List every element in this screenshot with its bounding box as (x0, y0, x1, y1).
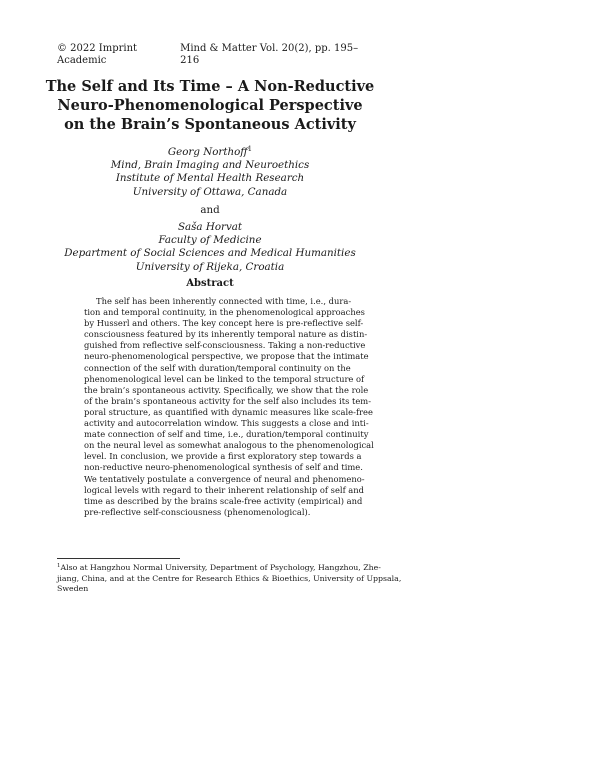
abstract-line: tion and temporal continuity, in the phenomenological approaches (84, 307, 365, 318)
abstract-line: The self has been inherently connected with time, i.e., dura- (96, 296, 352, 306)
affiliation-line: Institute of Mental Health Research (115, 172, 305, 185)
affiliation-line: Department of Social Sciences and Medical Humanities (64, 247, 356, 260)
copyright-notice: © 2022 Imprint Academic (57, 43, 138, 66)
affiliation-line: University of Rijeka, Croatia (135, 260, 285, 273)
author-name: Georg Northoff$^1$ (167, 145, 253, 158)
footnote-marker: 1 (247, 145, 253, 153)
abstract-line: time as described by the brains scale-free activity (empirical) and (84, 495, 363, 506)
footnote-line: Sweden (57, 584, 89, 594)
abstract-line: phenomenological level can be linked to the temporal structure of (84, 373, 365, 384)
author-name: Saša Horvat (177, 221, 243, 234)
footnote-divider (57, 558, 180, 559)
journal-citation: Mind & Matter Vol. 20(2), pp. 195–216 (180, 43, 359, 66)
abstract-line: non-reductive neuro-phenomenological synthesis of self and time. (84, 462, 363, 473)
abstract-line: the brain’s spontaneous activity. Specifically, we show that the role (84, 384, 369, 395)
abstract-line: guished from reflective self-consciousness. Taking a non-reductive (84, 340, 366, 351)
affiliation-line: University of Ottawa, Canada (132, 185, 288, 198)
abstract-line: level. In conclusion, we provide a first exploratory step towards a (84, 451, 362, 462)
author-block (40, 146, 380, 274)
abstract-line: neuro-phenomenological perspective, we propose that the intimate (84, 351, 369, 362)
title-line: Neuro-Phenomenological Perspective (57, 97, 363, 114)
abstract-line: pre-reflective self-consciousness (phenomenological). (84, 506, 311, 517)
abstract-line: poral structure, as quantified with dynamic measures like scale-free (84, 406, 373, 417)
author-separator: and (200, 203, 220, 216)
abstract-body (84, 296, 374, 518)
footnote-line: $^1$Also at Hangzhou Normal University, Department of Psychology, Hangzhou, Zhe- (57, 563, 381, 572)
abstract-heading: Abstract (186, 278, 234, 289)
running-header (57, 43, 363, 67)
abstract-line: connection of the self with duration/temporal continuity on the (84, 362, 351, 373)
title-line: on the Brain’s Spontaneous Activity (64, 116, 356, 133)
abstract-line: consciousness featured by its inherently temporal nature as distin- (84, 329, 368, 340)
abstract-line: mate connection of self and time, i.e., duration/temporal continuity (84, 429, 369, 440)
abstract-line: on the neural level as somewhat analogous to the phenomenological (84, 440, 374, 451)
title-line: The Self and Its Time – A Non-Reductive (45, 78, 375, 95)
paper-title (40, 77, 380, 134)
affiliation-line: Faculty of Medicine (158, 234, 262, 247)
footnote-number: 1 (57, 563, 61, 569)
abstract-line: of the brain’s spontaneous activity for the self also includes its tem- (84, 395, 372, 406)
abstract-line: logical levels with regard to their inherent relationship of self and (84, 484, 364, 495)
affiliation-line: Mind, Brain Imaging and Neuroethics (110, 159, 310, 172)
footnote-line: jiang, China, and at the Centre for Research Ethics & Bioethics, University of Uppsala, (57, 573, 402, 583)
abstract-line: activity and autocorrelation window. This suggests a close and inti- (84, 418, 369, 429)
footnote (57, 563, 402, 595)
abstract-line: We tentatively postulate a convergence of neural and phenomeno- (84, 473, 365, 484)
abstract-line: by Husserl and others. The key concept here is pre-reflective self- (84, 318, 364, 329)
